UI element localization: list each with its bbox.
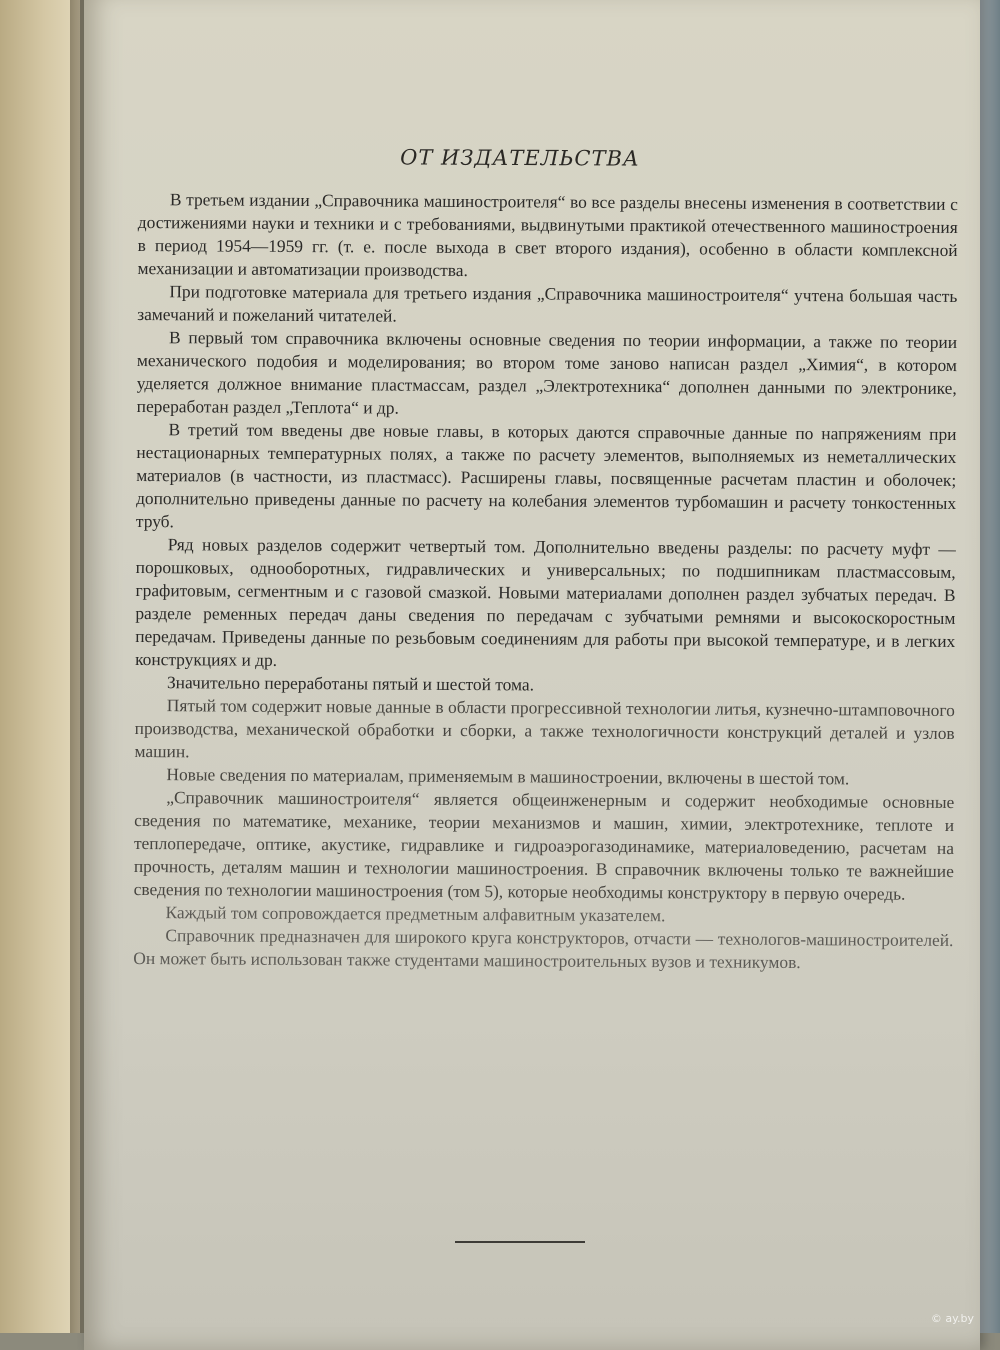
paragraph-volume-5: Пятый том содержит новые данные в области прогрессивной технологии литья, кузнечно-штамповочного производства, механической обработки и сборки, а также технологичности конструкций деталей и узлов машин.	[134, 695, 955, 762]
paragraph-volume-4: Ряд новых разделов содержит четвертый том. Дополнительно введены разделы: по расчету муфт — порошковых, однооборотных, гидравлических и универсальных; по подшипникам пластмассовым, графитовым, сегментным и с газовой смазкой. Новыми материалами дополнен раздел зубчатых передач. В разделе ременных передач даны сведения по передачам с зубчатыми ремнями и высокоскоростным передачам. Приведены данные по резьбовым соединениям для работы при высокой температуре, и в легких конструкциях и др.	[135, 534, 956, 670]
page-heading: ОТ ИЗДАТЕЛЬСТВА	[400, 145, 640, 171]
paragraph-volumes-1-2: В первый том справочника включены основные сведения по теории информации, а также по теории механического подобия и моделирования; во втором томе заново написан раздел „Химия“, в котором уделяется должное внимание пластмассам, раздел „Электротехника“ дополнен данными по электронике, переработан раздел „Теплота“ и др.	[136, 327, 958, 418]
watermark: © ay.by	[930, 1312, 974, 1325]
background-edge	[980, 0, 1000, 1333]
facing-page-edge	[0, 0, 80, 1333]
body-text	[133, 188, 958, 975]
paragraph-audience: Справочник предназначен для широкого круга конструкторов, отчасти — технологов-машиностроителей. Он может быть использован также студентами машиностроительных вузов и техникумов.	[133, 925, 954, 973]
paragraph-third-edition: В третьем издании „Справочника машиностроителя“ во все разделы внесены изменения в соответствии с достижениями науки и техники и с требованиями, выдвинутыми практикой отечественного машиностроения в период 1954—1959 гг. (т. е. после выхода в свет второго издания), особенно в области комплексной механизации и автоматизации производства.	[137, 189, 958, 281]
paragraph-volumes-5-6: Значительно переработаны пятый и шестой тома.	[166, 672, 535, 695]
closing-rule	[455, 1241, 585, 1243]
paragraph-volume-3: В третий том введены две новые главы, в которых даются справочные данные по напряжениям при нестационарных температурных полях, а также по расчету элементов, выполняемых из неметаллических материалов (в частности, из пластмасс). Расширены главы, посвященные расчетам пластин и оболочек; дополнительно приведены данные по расчету на колебания элементов турбомашин и расчету тонкостенных труб.	[135, 419, 957, 532]
paragraph-index: Каждый том сопровождается предметным алфавитным указателем.	[165, 902, 666, 926]
paragraph-volume-6: Новые сведения по материалам, применяемым в машиностроении, включены в шестой том.	[166, 764, 850, 789]
paragraph-reader-feedback: При подготовке материала для третьего издания „Справочника машиностроителя“ учтена большая часть замечаний и пожеланий читателей.	[137, 281, 958, 326]
paragraph-handbook-scope: „Справочник машиностроителя“ является общеинженерным и содержит необходимые основные сведения по математике, механике, теории механизмов и машин, химии, электротехнике, теплоте и теплопередаче, оптике, акустике, гидравлике и гидроаэрогазодинамике, материаловедению, расчетам на прочность, деталям машин и технологии машиностроения. В справочник включены только те важнейшие сведения по технологии машиностроения (том 5), которые необходимы конструктору в первую очередь.	[133, 787, 955, 904]
